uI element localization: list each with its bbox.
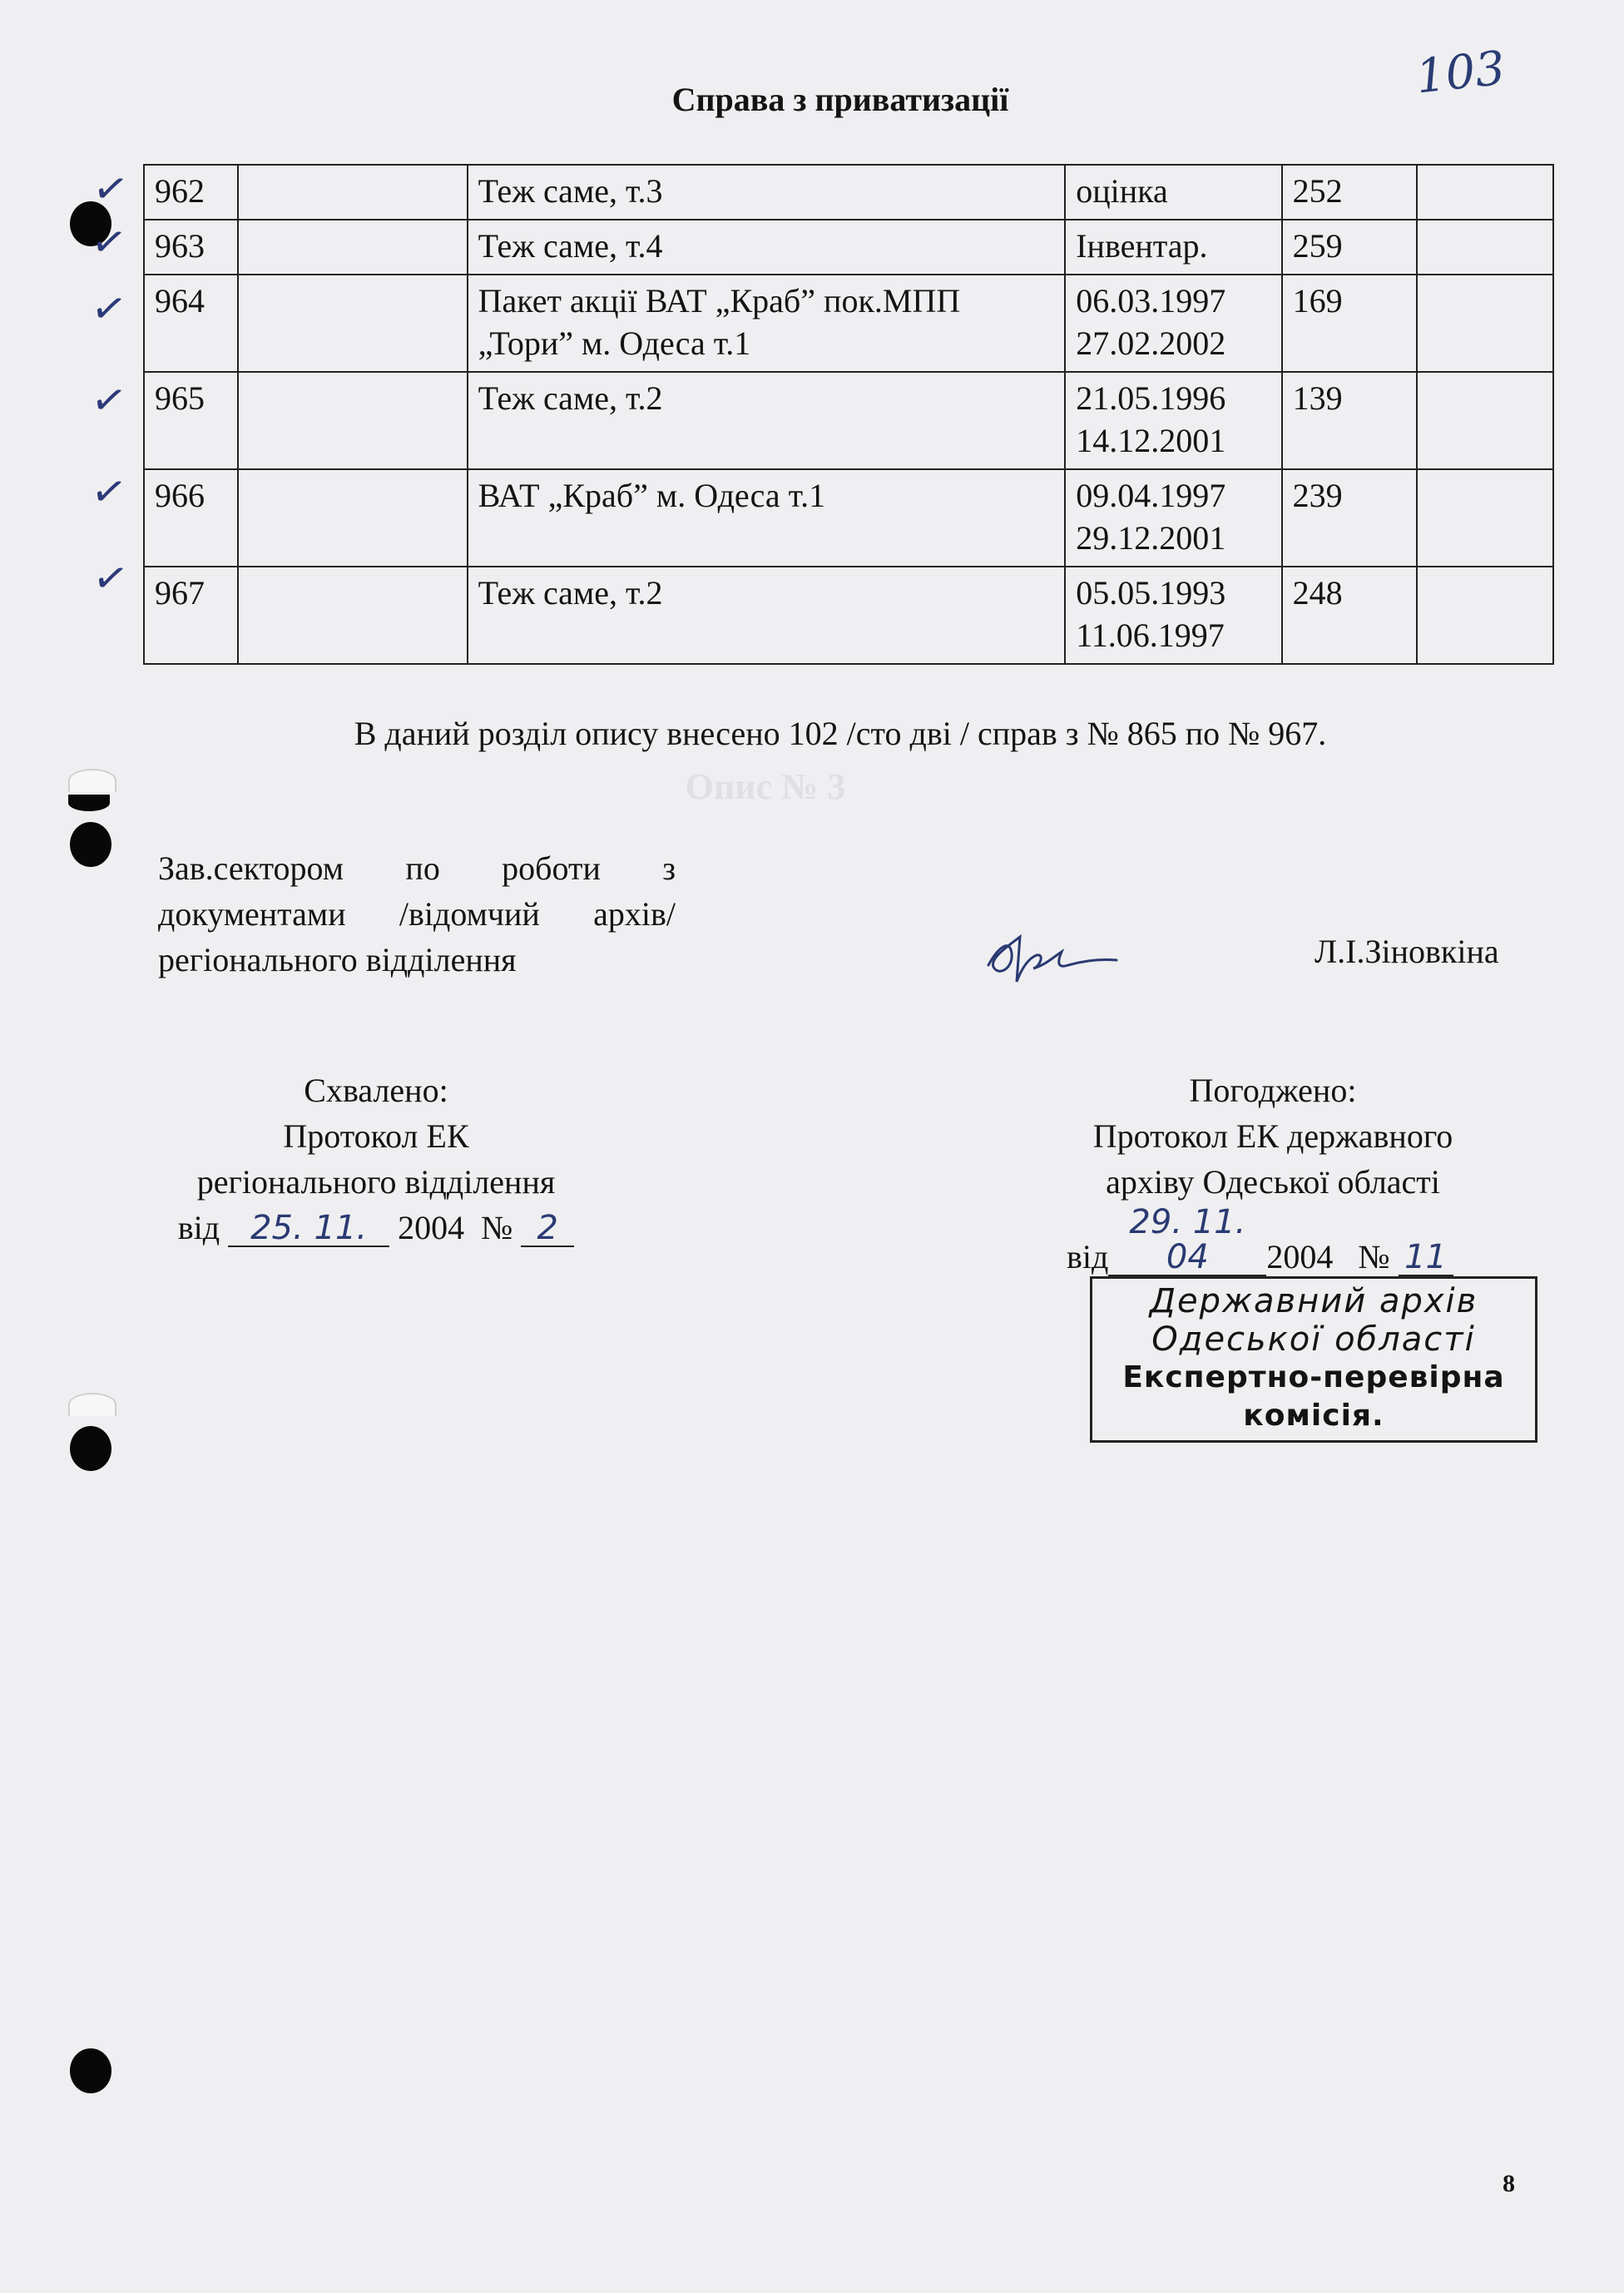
check-mark-icon: ✓ bbox=[89, 551, 132, 606]
case-title: Пакет акції ВАТ „Краб” пок.МПП „Тори” м. Одеса т.1 bbox=[468, 275, 1066, 372]
signer-name: Л.І.Зіновкіна bbox=[1315, 933, 1499, 970]
empty-cell bbox=[1417, 469, 1553, 567]
approval-block-state-archive bbox=[1048, 1067, 1498, 1280]
table-row bbox=[144, 469, 1553, 567]
approval-heading: Погоджено: bbox=[1189, 1072, 1357, 1109]
case-title: Теж саме, т.3 bbox=[468, 165, 1066, 220]
empty-cell bbox=[238, 469, 468, 567]
empty-cell bbox=[1417, 165, 1553, 220]
archive-stamp bbox=[1090, 1276, 1537, 1443]
cases-table bbox=[143, 164, 1554, 665]
check-mark-icon: ✓ bbox=[89, 161, 132, 216]
case-pages: 248 bbox=[1282, 567, 1417, 664]
case-pages: 169 bbox=[1282, 275, 1417, 372]
show-through-text: Опис № 3 bbox=[685, 766, 846, 807]
punch-hole-outline bbox=[68, 769, 116, 792]
case-dates: 21.05.1996 14.12.2001 bbox=[1065, 372, 1281, 469]
case-dates: 05.05.1993 11.06.1997 bbox=[1065, 567, 1281, 664]
punch-hole bbox=[68, 795, 110, 811]
approval-heading: Схвалено: bbox=[304, 1072, 448, 1109]
empty-cell bbox=[238, 220, 468, 275]
table-row bbox=[144, 567, 1553, 664]
approval-block-regional bbox=[143, 1067, 609, 1251]
check-mark-icon: ✓ bbox=[87, 373, 131, 428]
position-line: документами /відомчий архів/ bbox=[158, 895, 676, 933]
check-mark-icon: ✓ bbox=[87, 464, 131, 519]
case-number: 966 bbox=[144, 469, 238, 567]
position-line: Зав.сектором по роботи з bbox=[158, 849, 676, 887]
case-number: 967 bbox=[144, 567, 238, 664]
case-pages: 259 bbox=[1282, 220, 1417, 275]
handwritten-date: 29. 11. 04 bbox=[1129, 1203, 1246, 1276]
case-number: 965 bbox=[144, 372, 238, 469]
case-title: Теж саме, т.2 bbox=[468, 372, 1066, 469]
footer-page-number: 8 bbox=[1503, 2170, 1515, 2197]
empty-cell bbox=[238, 165, 468, 220]
case-number: 962 bbox=[144, 165, 238, 220]
empty-cell bbox=[1417, 220, 1553, 275]
handwritten-page-number: 103 bbox=[1413, 41, 1508, 105]
case-dates: Інвентар. bbox=[1065, 220, 1281, 275]
check-mark-icon: ✓ bbox=[87, 281, 131, 336]
approval-line: Протокол ЕК державного bbox=[1092, 1117, 1453, 1155]
case-pages: 239 bbox=[1282, 469, 1417, 567]
check-mark-icon: ✓ bbox=[87, 215, 131, 270]
stamp-line: Державний архів bbox=[1149, 1282, 1478, 1320]
stamp-line: Експертно-перевірна bbox=[1122, 1360, 1505, 1394]
case-pages: 139 bbox=[1282, 372, 1417, 469]
empty-cell bbox=[1417, 275, 1553, 372]
signature bbox=[982, 922, 1123, 988]
case-dates: 06.03.1997 27.02.2002 bbox=[1065, 275, 1281, 372]
handwritten-date: 25. 11. bbox=[250, 1209, 368, 1247]
punch-hole bbox=[70, 2048, 111, 2093]
approval-line: архіву Одеської області bbox=[1106, 1163, 1440, 1201]
approval-line: Протокол ЕК bbox=[283, 1117, 469, 1155]
empty-cell bbox=[238, 372, 468, 469]
stamp-line: комісія. bbox=[1243, 1399, 1384, 1433]
handwritten-number: 11 bbox=[1404, 1238, 1447, 1276]
case-number: 964 bbox=[144, 275, 238, 372]
punch-hole bbox=[70, 822, 111, 867]
case-pages: 252 bbox=[1282, 165, 1417, 220]
date-field bbox=[228, 1211, 389, 1247]
position-line: регіонального відділення bbox=[158, 941, 517, 978]
head-of-sector-position bbox=[158, 845, 676, 983]
punch-hole bbox=[70, 1426, 111, 1471]
case-number: 963 bbox=[144, 220, 238, 275]
empty-cell bbox=[1417, 372, 1553, 469]
date-field bbox=[1108, 1205, 1266, 1276]
handwritten-number: 2 bbox=[537, 1209, 558, 1247]
number-field bbox=[1399, 1240, 1453, 1276]
approval-date-line: від 25. 11. 2004 № 2 bbox=[143, 1205, 609, 1251]
empty-cell bbox=[238, 275, 468, 372]
case-title: ВАТ „Краб” м. Одеса т.1 bbox=[468, 469, 1066, 567]
case-title: Теж саме, т.2 bbox=[468, 567, 1066, 664]
table-row bbox=[144, 220, 1553, 275]
summary-text: В даний розділ опису внесено 102 /сто дві / справ з № 865 по № 967. bbox=[354, 715, 1327, 752]
approval-date-line: від29. 11. 04 2004 № 11 bbox=[1048, 1205, 1498, 1280]
table-row bbox=[144, 372, 1553, 469]
case-dates: оцінка bbox=[1065, 165, 1281, 220]
table-row bbox=[144, 275, 1553, 372]
empty-cell bbox=[238, 567, 468, 664]
stamp-line: Одеської області bbox=[1151, 1320, 1476, 1359]
page-title: Справа з приватизації bbox=[671, 81, 1009, 118]
case-dates: 09.04.1997 29.12.2001 bbox=[1065, 469, 1281, 567]
case-title: Теж саме, т.4 bbox=[468, 220, 1066, 275]
empty-cell bbox=[1417, 567, 1553, 664]
punch-hole-outline bbox=[68, 1393, 116, 1416]
table-row bbox=[144, 165, 1553, 220]
number-field bbox=[521, 1211, 574, 1247]
approval-line: регіонального відділення bbox=[196, 1163, 556, 1201]
